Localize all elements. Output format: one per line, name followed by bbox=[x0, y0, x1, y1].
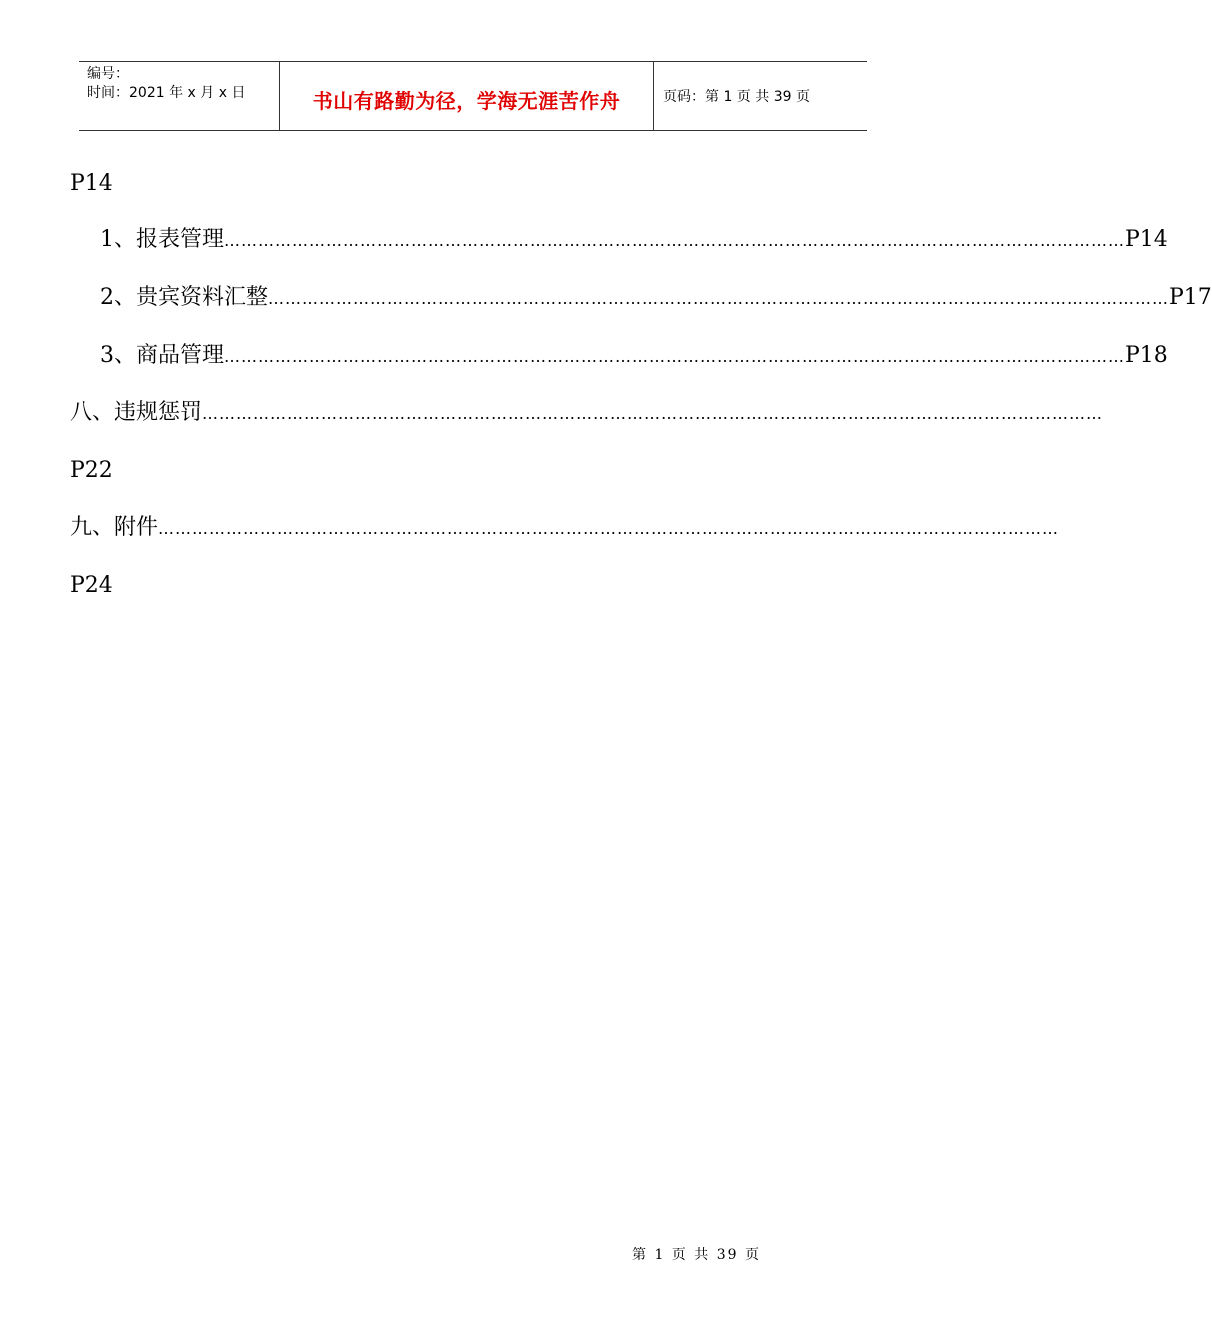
document-header bbox=[79, 61, 867, 131]
toc-entry-page: P17 bbox=[1169, 285, 1212, 310]
toc-section-page: P22 bbox=[70, 458, 113, 483]
page-footer: 第 1 页 共 39 页 bbox=[632, 1247, 761, 1263]
toc-leader-dots: …………………………………………………………………………………………………………………………………………… bbox=[224, 231, 1125, 250]
page-code-label: 页码：第 1 页 共 39 页 bbox=[663, 89, 810, 105]
header-motto-cell bbox=[279, 62, 654, 130]
date-label: 时间：2021 年 x 月 x 日 bbox=[87, 85, 246, 101]
toc-entry-page: P18 bbox=[1125, 343, 1168, 368]
toc-entry-label: 1、报表管理 bbox=[100, 227, 224, 252]
toc-section-9 bbox=[70, 514, 1060, 543]
serial-number-label: 编号： bbox=[87, 66, 129, 82]
toc-leader-dots: …………………………………………………………………………………………………………………………………………… bbox=[224, 347, 1125, 366]
header-info-cell bbox=[79, 62, 279, 130]
header-page-cell bbox=[653, 62, 867, 130]
toc-entry-page: P14 bbox=[1125, 227, 1168, 252]
toc-entry bbox=[100, 342, 1168, 371]
toc-leader-dots: …………………………………………………………………………………………………………………………………………… bbox=[202, 404, 1104, 423]
toc-leader-dots: …………………………………………………………………………………………………………………………………………… bbox=[268, 289, 1169, 308]
toc-section-label: 九、附件 bbox=[70, 515, 159, 540]
toc-page-ref: P14 bbox=[70, 171, 113, 196]
toc-section-8 bbox=[70, 399, 1104, 428]
toc-entry-label: 3、商品管理 bbox=[100, 343, 224, 368]
toc-entry-label: 2、贵宾资料汇整 bbox=[100, 285, 268, 310]
toc-entry bbox=[100, 284, 1212, 313]
toc-section-page: P24 bbox=[70, 573, 113, 598]
toc-section-label: 八、违规惩罚 bbox=[70, 400, 203, 425]
toc-leader-dots: …………………………………………………………………………………………………………………………………………… bbox=[158, 519, 1060, 538]
motto-text: 书山有路勤为径，学海无涯苦作舟 bbox=[312, 89, 621, 113]
toc-entry bbox=[100, 226, 1168, 255]
